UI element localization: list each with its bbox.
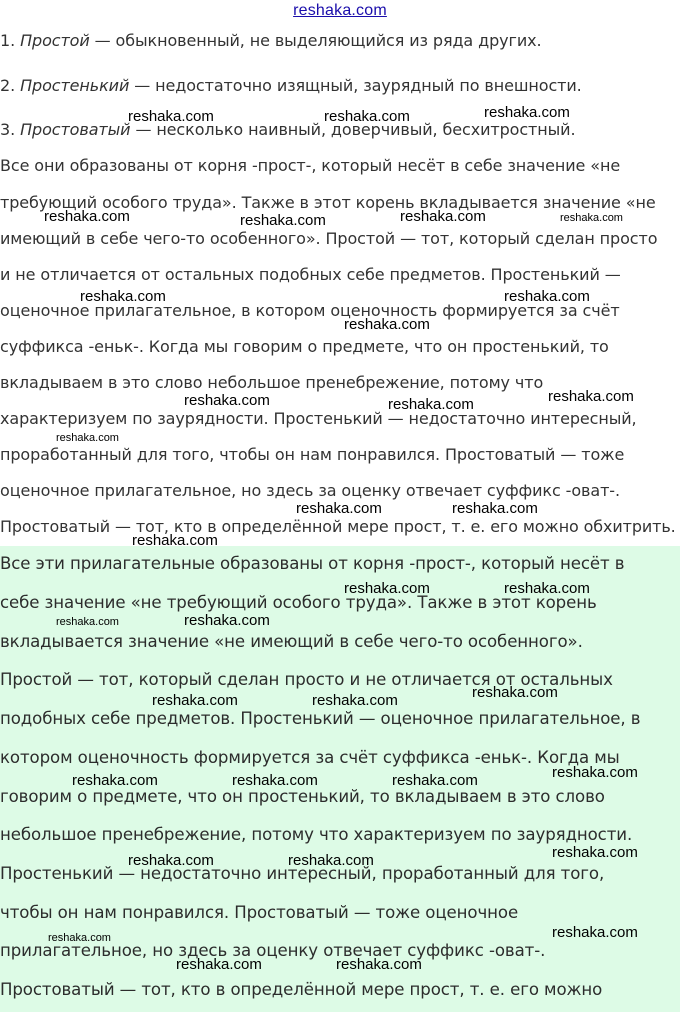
definition-text: — обыкновенный, не выделяющийся из ряда других. — [89, 31, 542, 50]
watermark: reshaka.com — [552, 764, 638, 781]
watermark: reshaka.com — [452, 500, 538, 517]
paragraph-line: и не отличается от остальных подобных себе предметов. Простенький — — [0, 265, 621, 284]
highlight-line: себе значение «не требующий особого труда». Также в этот корень — [0, 593, 597, 612]
definition-term: Простоватый — [20, 120, 131, 139]
watermark: reshaka.com — [400, 208, 486, 225]
paragraph-line: оценочное прилагательное, в котором оценочность формируется за счёт — [0, 301, 620, 320]
definition-item — [0, 31, 541, 50]
watermark: reshaka.com — [344, 580, 430, 597]
highlight-line: подобных себе предметов. Простенький — оценочное прилагательное, в — [0, 709, 641, 728]
watermark: reshaka.com — [128, 108, 214, 125]
watermark: reshaka.com — [552, 844, 638, 861]
watermark: reshaka.com — [344, 316, 430, 333]
highlight-line: прилагательное, но здесь за оценку отвечает суффикс -оват-. — [0, 941, 546, 960]
watermark: reshaka.com — [132, 532, 218, 549]
watermark: reshaka.com — [504, 580, 590, 597]
site-link[interactable]: reshaka.com — [293, 2, 387, 19]
watermark: reshaka.com — [484, 104, 570, 121]
watermark: reshaka.com — [560, 212, 623, 224]
watermark: reshaka.com — [56, 616, 119, 628]
definition-item — [0, 120, 575, 139]
watermark: reshaka.com — [232, 772, 318, 789]
watermark: reshaka.com — [388, 396, 474, 413]
paragraph-line: суффикса -еньк-. Когда мы говорим о предмете, что он простенький, то — [0, 337, 609, 356]
watermark: reshaka.com — [176, 956, 262, 973]
watermark: reshaka.com — [56, 432, 119, 444]
watermark: reshaka.com — [472, 684, 558, 701]
watermark: reshaka.com — [240, 212, 326, 229]
watermark: reshaka.com — [548, 388, 634, 405]
paragraph-line: вкладываем в это слово небольшое пренебрежение, потому что — [0, 373, 544, 392]
paragraph-line: имеющий в себе чего-то особенного». Простой — тот, который сделан просто — [0, 229, 658, 248]
paragraph-line: Все они образованы от корня -прост-, который несёт в себе значение «не — [0, 156, 621, 175]
watermark: reshaka.com — [392, 772, 478, 789]
watermark: reshaka.com — [44, 208, 130, 225]
watermark: reshaka.com — [48, 932, 111, 944]
highlight-line: Простоватый — тот, кто в определённой мере прост, т. е. его можно — [0, 980, 603, 999]
highlight-line: Все эти прилагательные образованы от корня -прост-, который несёт в — [0, 554, 625, 573]
highlight-line: вкладывается значение «не имеющий в себе чего-то особенного». — [0, 632, 583, 651]
paragraph-line: Простоватый — тот, кто в определённой мере прост, т. е. его можно обхитрить. — [0, 517, 676, 536]
watermark: reshaka.com — [552, 924, 638, 941]
definition-term: Простенький — [20, 76, 130, 95]
watermark: reshaka.com — [80, 288, 166, 305]
highlight-line: Простенький — недостаточно интересный, проработанный для того, — [0, 864, 605, 883]
watermark: reshaka.com — [312, 692, 398, 709]
highlight-line: говорим о предмете, что он простенький, то вкладываем в это слово — [0, 787, 605, 806]
paragraph-line: характеризуем по заурядности. Простенький — недостаточно интересный, — [0, 409, 637, 428]
definition-text: — несколько наивный, доверчивый, бесхитростный. — [130, 120, 576, 139]
highlight-line: Простой — тот, который сделан просто и не отличается от остальных — [0, 670, 613, 689]
watermark: reshaka.com — [288, 852, 374, 869]
definition-number: 3. — [0, 120, 16, 139]
watermark: reshaka.com — [72, 772, 158, 789]
definition-term: Простой — [20, 31, 90, 50]
definition-number: 1. — [0, 31, 16, 50]
definition-item — [0, 76, 582, 95]
watermark: reshaka.com — [128, 852, 214, 869]
watermark: reshaka.com — [152, 692, 238, 709]
paragraph-line: требующий особого труда». Также в этот корень вкладывается значение «не — [0, 193, 656, 212]
highlight-line: чтобы он нам понравился. Простоватый — тоже оценочное — [0, 903, 519, 922]
watermark: reshaka.com — [296, 500, 382, 517]
definition-text: — недостаточно изящный, заурядный по внешности. — [129, 76, 582, 95]
definition-number: 2. — [0, 76, 16, 95]
watermark: reshaka.com — [336, 956, 422, 973]
highlight-line: котором оценочность формируется за счёт суффикса -еньк-. Когда мы — [0, 748, 620, 767]
paragraph-line: оценочное прилагательное, но здесь за оценку отвечает суффикс -оват-. — [0, 481, 620, 500]
watermark: reshaka.com — [184, 392, 270, 409]
paragraph-line: проработанный для того, чтобы он нам понравился. Простоватый — тоже — [0, 445, 625, 464]
watermark: reshaka.com — [504, 288, 590, 305]
watermark: reshaka.com — [324, 108, 410, 125]
highlight-line: небольшое пренебрежение, потому что характеризуем по заурядности. — [0, 825, 633, 844]
watermark: reshaka.com — [184, 612, 270, 629]
